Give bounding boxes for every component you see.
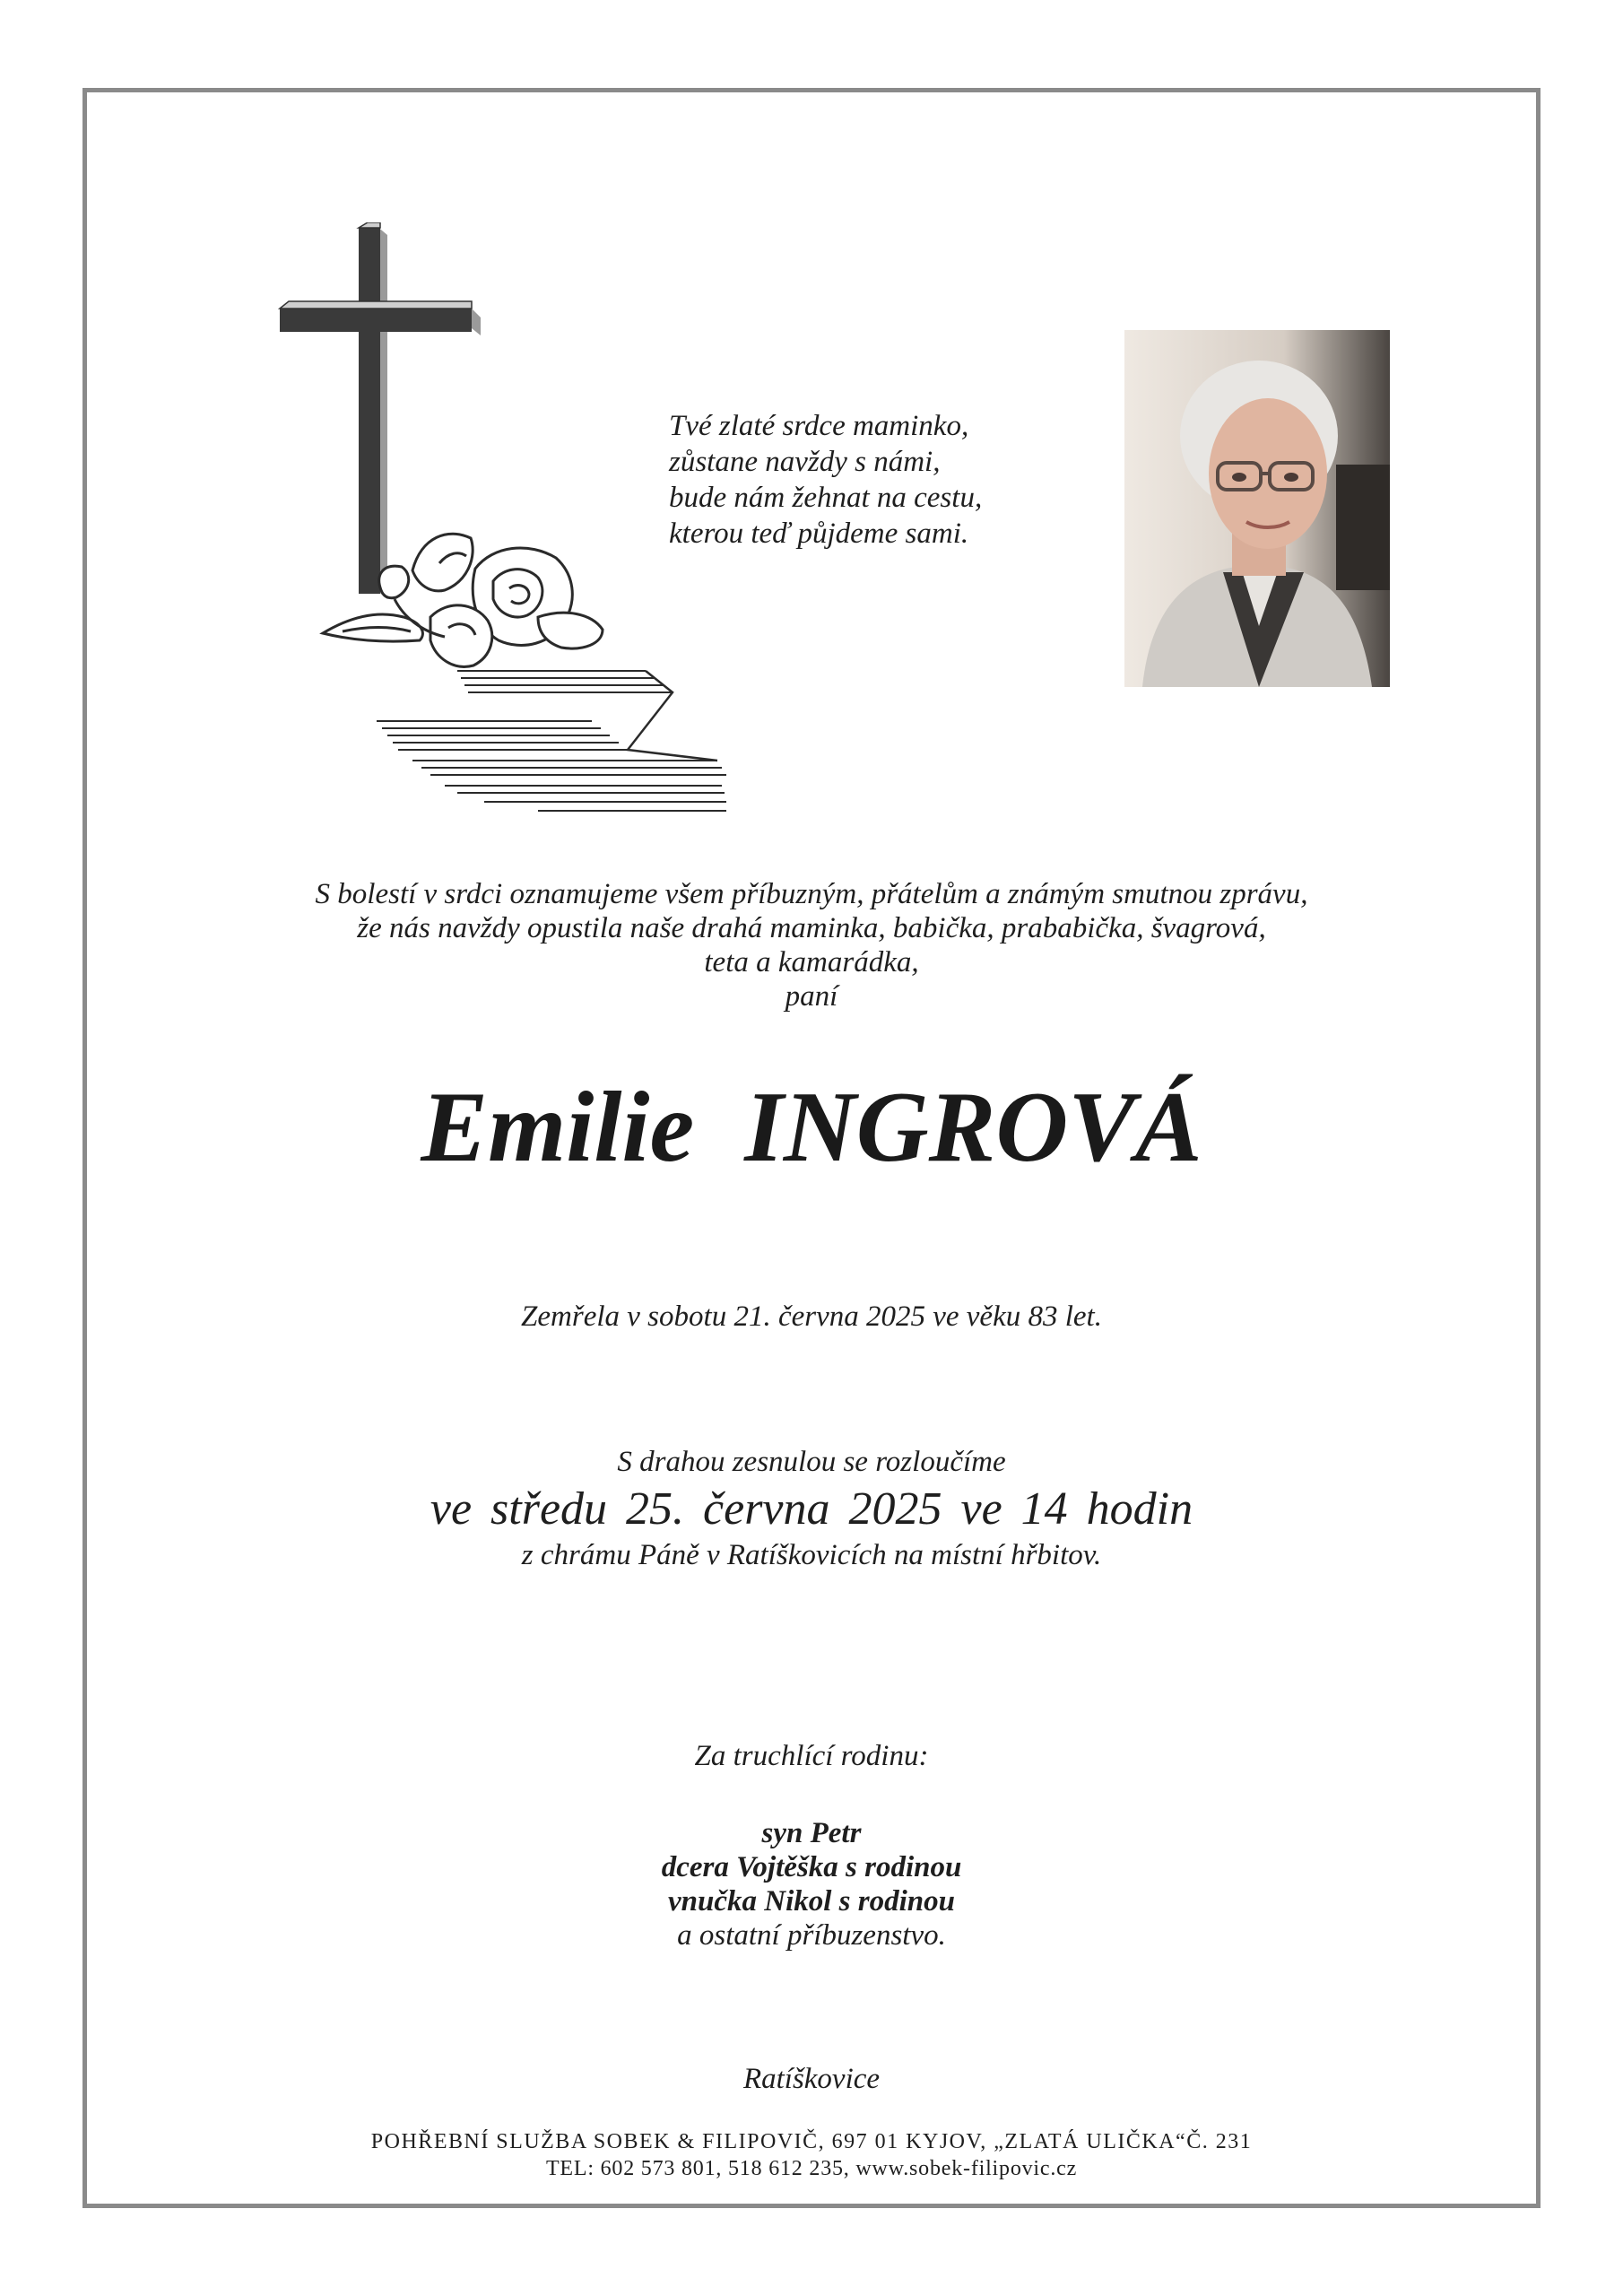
mourners-list [179, 1816, 1444, 1952]
announcement-text [179, 877, 1444, 1013]
mourner-name: dcera Vojtěška s rodinou [661, 1851, 962, 1883]
memorial-poem [669, 408, 1081, 552]
poem-line: bude nám žehnat na cestu, [669, 482, 983, 514]
death-notice: Zemřela v sobotu 21. června 2025 ve věku 83 let. [521, 1300, 1102, 1333]
town-name: Ratíškovice [742, 2063, 881, 2095]
footer-contact: TEL: 602 573 801, 518 612 235, www.sobek-filipovic.cz [545, 2157, 1078, 2180]
funeral-service-footer [179, 2128, 1444, 2182]
poem-line: Tvé zlaté srdce maminko, [669, 410, 969, 442]
last-name: INGROVÁ [744, 1072, 1202, 1183]
mourner-name: syn Petr [761, 1817, 862, 1849]
announcement-line: teta a kamarádka, [704, 946, 919, 978]
announcement-line: S bolestí v srdci oznamujeme všem příbuzným, přátelům a známým smutnou zprávu, [315, 878, 1308, 910]
portrait-photo [1124, 330, 1390, 687]
announcement-line: že nás navždy opustila naše drahá maminka, babička, prababička, švagrová, [357, 912, 1266, 944]
deceased-name [179, 1069, 1444, 1186]
footer-company: POHŘEBNÍ SLUŽBA SOBEK & FILIPOVIČ, 697 01 KYJOV, „ZLATÁ ULIČKA“Č. 231 [370, 2130, 1253, 2153]
poem-line: kterou teď půjdeme sami. [669, 517, 969, 550]
poem-line: zůstane navždy s námi, [669, 446, 941, 478]
farewell-date-time: ve středu 25. června 2025 ve 14 hodin [430, 1483, 1193, 1535]
mourners-intro: Za truchlící rodinu: [694, 1740, 929, 1772]
farewell-intro: S drahou zesnulou se rozloučíme [617, 1446, 1006, 1478]
mourners-others: a ostatní příbuzenstvo. [677, 1919, 946, 1952]
cross-with-rose-icon [269, 222, 735, 814]
mourner-name: vnučka Nikol s rodinou [668, 1885, 955, 1918]
first-name: Emilie [421, 1072, 695, 1183]
announcement-line: paní [785, 980, 838, 1013]
farewell-place: z chrámu Páně v Ratíškovicích na místní hřbitov. [521, 1539, 1102, 1571]
